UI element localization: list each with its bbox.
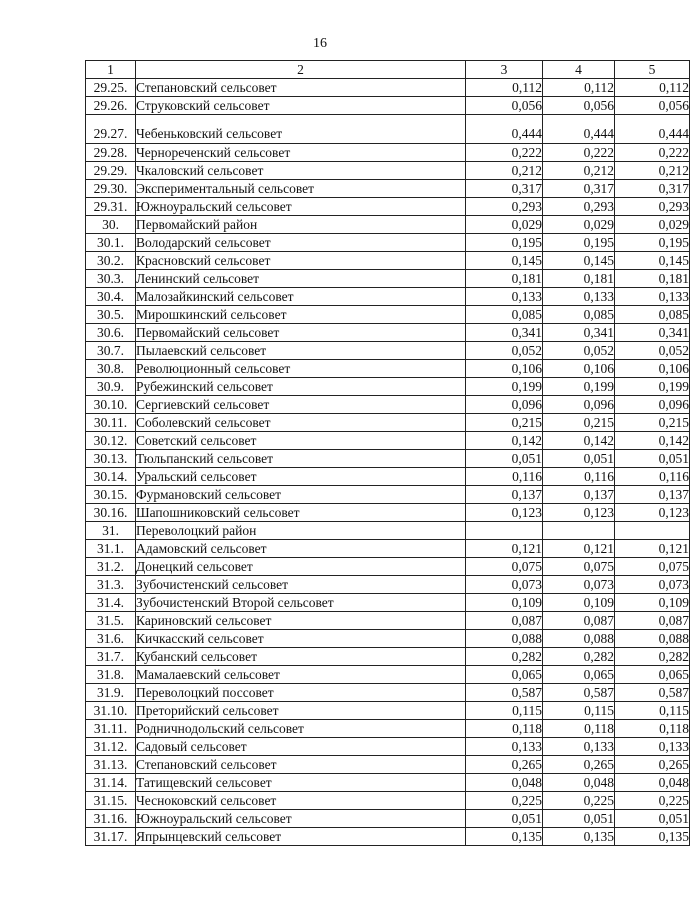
value-cell-col5: 0,052 xyxy=(615,342,690,360)
row-number-cell: 31.2. xyxy=(86,558,136,576)
table-row xyxy=(86,180,690,198)
table-row xyxy=(86,216,690,234)
row-number-cell: 30.3. xyxy=(86,270,136,288)
value-cell-col5: 0,135 xyxy=(615,828,690,846)
row-number-cell: 29.31. xyxy=(86,198,136,216)
value-cell-col5: 0,181 xyxy=(615,270,690,288)
value-cell-col5: 0,048 xyxy=(615,774,690,792)
table-row xyxy=(86,162,690,180)
value-cell-col4: 0,121 xyxy=(543,540,615,558)
value-cell-col3: 0,075 xyxy=(466,558,543,576)
value-cell-col4: 0,293 xyxy=(543,198,615,216)
row-name-cell: Япрынцевский сельсовет xyxy=(136,828,466,846)
value-cell-col4: 0,051 xyxy=(543,450,615,468)
value-cell-col4: 0,029 xyxy=(543,216,615,234)
value-cell-col5: 0,118 xyxy=(615,720,690,738)
table-row xyxy=(86,324,690,342)
table-row xyxy=(86,576,690,594)
row-name-cell: Красновский сельсовет xyxy=(136,252,466,270)
row-name-cell: Соболевский сельсовет xyxy=(136,414,466,432)
row-number-cell: 29.27. xyxy=(86,115,136,144)
value-cell-col3: 0,121 xyxy=(466,540,543,558)
table-row xyxy=(86,115,690,144)
row-number-cell: 31.10. xyxy=(86,702,136,720)
value-cell-col4: 0,115 xyxy=(543,702,615,720)
row-name-cell: Шапошниковский сельсовет xyxy=(136,504,466,522)
row-number-cell: 30.10. xyxy=(86,396,136,414)
row-name-cell: Кариновский сельсовет xyxy=(136,612,466,630)
value-cell-col3: 0,109 xyxy=(466,594,543,612)
value-cell-col4 xyxy=(543,522,615,540)
value-cell-col4: 0,118 xyxy=(543,720,615,738)
table-row xyxy=(86,594,690,612)
table-row xyxy=(86,396,690,414)
row-number-cell: 30.12. xyxy=(86,432,136,450)
table-row xyxy=(86,468,690,486)
value-cell-col4: 0,133 xyxy=(543,738,615,756)
row-name-cell: Первомайский сельсовет xyxy=(136,324,466,342)
value-cell-col3: 0,065 xyxy=(466,666,543,684)
table-row xyxy=(86,270,690,288)
value-cell-col3: 0,181 xyxy=(466,270,543,288)
value-cell-col4: 0,181 xyxy=(543,270,615,288)
value-cell-col5: 0,195 xyxy=(615,234,690,252)
value-cell-col4: 0,212 xyxy=(543,162,615,180)
value-cell-col5: 0,096 xyxy=(615,396,690,414)
page-number: 16 xyxy=(313,36,327,51)
row-name-cell: Кубанский сельсовет xyxy=(136,648,466,666)
row-name-cell: Уральский сельсовет xyxy=(136,468,466,486)
row-name-cell: Зубочистенский Второй сельсовет xyxy=(136,594,466,612)
data-table xyxy=(85,60,690,846)
row-number-cell: 30.16. xyxy=(86,504,136,522)
value-cell-col3 xyxy=(466,522,543,540)
row-number-cell: 30.13. xyxy=(86,450,136,468)
row-number-cell: 29.25. xyxy=(86,79,136,97)
table-row xyxy=(86,486,690,504)
value-cell-col3: 0,073 xyxy=(466,576,543,594)
value-cell-col4: 0,087 xyxy=(543,612,615,630)
table-row xyxy=(86,252,690,270)
row-number-cell: 29.26. xyxy=(86,97,136,115)
row-name-cell: Сергиевский сельсовет xyxy=(136,396,466,414)
value-cell-col5: 0,215 xyxy=(615,414,690,432)
value-cell-col5: 0,088 xyxy=(615,630,690,648)
value-cell-col4: 0,048 xyxy=(543,774,615,792)
row-name-cell: Володарский сельсовет xyxy=(136,234,466,252)
column-header: 5 xyxy=(615,61,690,79)
row-name-cell: Чесноковский сельсовет xyxy=(136,792,466,810)
row-name-cell: Родничнодольский сельсовет xyxy=(136,720,466,738)
row-name-cell: Степановский сельсовет xyxy=(136,756,466,774)
value-cell-col3: 0,587 xyxy=(466,684,543,702)
table-row xyxy=(86,666,690,684)
row-name-cell: Переволоцкий поссовет xyxy=(136,684,466,702)
table-row xyxy=(86,774,690,792)
value-cell-col5: 0,029 xyxy=(615,216,690,234)
value-cell-col3: 0,212 xyxy=(466,162,543,180)
value-cell-col5: 0,137 xyxy=(615,486,690,504)
row-number-cell: 31.13. xyxy=(86,756,136,774)
value-cell-col4: 0,109 xyxy=(543,594,615,612)
table-row xyxy=(86,720,690,738)
table-row xyxy=(86,612,690,630)
row-number-cell: 31.5. xyxy=(86,612,136,630)
row-name-cell: Степановский сельсовет xyxy=(136,79,466,97)
column-header: 2 xyxy=(136,61,466,79)
table-row xyxy=(86,828,690,846)
value-cell-col5: 0,123 xyxy=(615,504,690,522)
value-cell-col5: 0,121 xyxy=(615,540,690,558)
value-cell-col4: 0,282 xyxy=(543,648,615,666)
value-cell-col4: 0,145 xyxy=(543,252,615,270)
value-cell-col5: 0,133 xyxy=(615,738,690,756)
row-number-cell: 30.9. xyxy=(86,378,136,396)
value-cell-col4: 0,215 xyxy=(543,414,615,432)
row-number-cell: 31.7. xyxy=(86,648,136,666)
table-row xyxy=(86,684,690,702)
table-row xyxy=(86,702,690,720)
row-name-cell: Чкаловский сельсовет xyxy=(136,162,466,180)
row-name-cell: Струковский сельсовет xyxy=(136,97,466,115)
value-cell-col4: 0,225 xyxy=(543,792,615,810)
row-number-cell: 31.9. xyxy=(86,684,136,702)
value-cell-col5: 0,587 xyxy=(615,684,690,702)
table-row xyxy=(86,432,690,450)
value-cell-col5: 0,051 xyxy=(615,810,690,828)
row-name-cell: Фурмановский сельсовет xyxy=(136,486,466,504)
table-row xyxy=(86,648,690,666)
value-cell-col5: 0,056 xyxy=(615,97,690,115)
row-number-cell: 30.4. xyxy=(86,288,136,306)
table-row xyxy=(86,450,690,468)
value-cell-col5: 0,085 xyxy=(615,306,690,324)
row-number-cell: 31.14. xyxy=(86,774,136,792)
row-number-cell: 31. xyxy=(86,522,136,540)
value-cell-col4: 0,195 xyxy=(543,234,615,252)
value-cell-col3: 0,088 xyxy=(466,630,543,648)
row-number-cell: 29.29. xyxy=(86,162,136,180)
row-number-cell: 31.11. xyxy=(86,720,136,738)
row-name-cell: Кичкасский сельсовет xyxy=(136,630,466,648)
value-cell-col3: 0,112 xyxy=(466,79,543,97)
row-name-cell: Мамалаевский сельсовет xyxy=(136,666,466,684)
row-number-cell: 30.11. xyxy=(86,414,136,432)
column-header: 3 xyxy=(466,61,543,79)
value-cell-col3: 0,056 xyxy=(466,97,543,115)
value-cell-col4: 0,073 xyxy=(543,576,615,594)
row-number-cell: 31.12. xyxy=(86,738,136,756)
value-cell-col4: 0,052 xyxy=(543,342,615,360)
value-cell-col3: 0,051 xyxy=(466,450,543,468)
value-cell-col3: 0,085 xyxy=(466,306,543,324)
table-row xyxy=(86,144,690,162)
value-cell-col3: 0,116 xyxy=(466,468,543,486)
table-row xyxy=(86,306,690,324)
row-name-cell: Тюльпанский сельсовет xyxy=(136,450,466,468)
row-number-cell: 30.15. xyxy=(86,486,136,504)
row-name-cell: Советский сельсовет xyxy=(136,432,466,450)
value-cell-col3: 0,096 xyxy=(466,396,543,414)
row-number-cell: 29.30. xyxy=(86,180,136,198)
value-cell-col3: 0,087 xyxy=(466,612,543,630)
value-cell-col4: 0,444 xyxy=(543,115,615,144)
value-cell-col3: 0,317 xyxy=(466,180,543,198)
table-row xyxy=(86,360,690,378)
value-cell-col4: 0,096 xyxy=(543,396,615,414)
row-number-cell: 30.7. xyxy=(86,342,136,360)
value-cell-col3: 0,135 xyxy=(466,828,543,846)
row-name-cell: Малозайкинский сельсовет xyxy=(136,288,466,306)
row-name-cell: Ленинский сельсовет xyxy=(136,270,466,288)
table-row xyxy=(86,198,690,216)
value-cell-col3: 0,137 xyxy=(466,486,543,504)
row-name-cell: Чернореченский сельсовет xyxy=(136,144,466,162)
value-cell-col3: 0,106 xyxy=(466,360,543,378)
row-name-cell: Переволоцкий район xyxy=(136,522,466,540)
value-cell-col3: 0,115 xyxy=(466,702,543,720)
value-cell-col4: 0,106 xyxy=(543,360,615,378)
value-cell-col5: 0,317 xyxy=(615,180,690,198)
value-cell-col3: 0,051 xyxy=(466,810,543,828)
table-row xyxy=(86,522,690,540)
value-cell-col5: 0,133 xyxy=(615,288,690,306)
value-cell-col3: 0,282 xyxy=(466,648,543,666)
value-cell-col5: 0,199 xyxy=(615,378,690,396)
row-number-cell: 31.17. xyxy=(86,828,136,846)
value-cell-col5: 0,115 xyxy=(615,702,690,720)
value-cell-col5: 0,142 xyxy=(615,432,690,450)
table-row xyxy=(86,756,690,774)
table-row xyxy=(86,558,690,576)
row-number-cell: 30. xyxy=(86,216,136,234)
value-cell-col5: 0,212 xyxy=(615,162,690,180)
value-cell-col3: 0,123 xyxy=(466,504,543,522)
row-number-cell: 31.3. xyxy=(86,576,136,594)
value-cell-col5: 0,112 xyxy=(615,79,690,97)
row-name-cell: Первомайский район xyxy=(136,216,466,234)
table-row xyxy=(86,342,690,360)
row-number-cell: 31.16. xyxy=(86,810,136,828)
row-number-cell: 31.8. xyxy=(86,666,136,684)
row-number-cell: 31.15. xyxy=(86,792,136,810)
value-cell-col5: 0,222 xyxy=(615,144,690,162)
value-cell-col5 xyxy=(615,522,690,540)
row-name-cell: Адамовский сельсовет xyxy=(136,540,466,558)
row-number-cell: 30.2. xyxy=(86,252,136,270)
value-cell-col3: 0,293 xyxy=(466,198,543,216)
value-cell-col5: 0,065 xyxy=(615,666,690,684)
table-row xyxy=(86,97,690,115)
value-cell-col3: 0,265 xyxy=(466,756,543,774)
value-cell-col3: 0,199 xyxy=(466,378,543,396)
row-number-cell: 31.6. xyxy=(86,630,136,648)
value-cell-col4: 0,112 xyxy=(543,79,615,97)
value-cell-col3: 0,048 xyxy=(466,774,543,792)
value-cell-col4: 0,265 xyxy=(543,756,615,774)
row-number-cell: 31.1. xyxy=(86,540,136,558)
row-name-cell: Зубочистенский сельсовет xyxy=(136,576,466,594)
value-cell-col4: 0,075 xyxy=(543,558,615,576)
value-cell-col3: 0,225 xyxy=(466,792,543,810)
value-cell-col3: 0,195 xyxy=(466,234,543,252)
value-cell-col4: 0,123 xyxy=(543,504,615,522)
row-number-cell: 29.28. xyxy=(86,144,136,162)
value-cell-col3: 0,444 xyxy=(466,115,543,144)
table-row xyxy=(86,540,690,558)
table-row xyxy=(86,288,690,306)
value-cell-col4: 0,065 xyxy=(543,666,615,684)
row-name-cell: Садовый сельсовет xyxy=(136,738,466,756)
table-row xyxy=(86,738,690,756)
value-cell-col4: 0,587 xyxy=(543,684,615,702)
row-name-cell: Татищевский сельсовет xyxy=(136,774,466,792)
value-cell-col5: 0,073 xyxy=(615,576,690,594)
value-cell-col3: 0,052 xyxy=(466,342,543,360)
value-cell-col5: 0,293 xyxy=(615,198,690,216)
row-name-cell: Революционный сельсовет xyxy=(136,360,466,378)
value-cell-col3: 0,118 xyxy=(466,720,543,738)
value-cell-col5: 0,051 xyxy=(615,450,690,468)
row-name-cell: Мирошкинский сельсовет xyxy=(136,306,466,324)
table-row xyxy=(86,79,690,97)
row-name-cell: Южноуральский сельсовет xyxy=(136,810,466,828)
value-cell-col4: 0,051 xyxy=(543,810,615,828)
value-cell-col5: 0,109 xyxy=(615,594,690,612)
row-name-cell: Преторийский сельсовет xyxy=(136,702,466,720)
value-cell-col3: 0,145 xyxy=(466,252,543,270)
row-name-cell: Пылаевский сельсовет xyxy=(136,342,466,360)
value-cell-col4: 0,142 xyxy=(543,432,615,450)
row-name-cell: Экспериментальный сельсовет xyxy=(136,180,466,198)
table-row xyxy=(86,810,690,828)
value-cell-col3: 0,215 xyxy=(466,414,543,432)
value-cell-col5: 0,225 xyxy=(615,792,690,810)
row-name-cell: Южноуральский сельсовет xyxy=(136,198,466,216)
value-cell-col3: 0,029 xyxy=(466,216,543,234)
value-cell-col4: 0,056 xyxy=(543,97,615,115)
table-header-row xyxy=(86,61,690,79)
value-cell-col4: 0,116 xyxy=(543,468,615,486)
value-cell-col4: 0,317 xyxy=(543,180,615,198)
row-number-cell: 30.5. xyxy=(86,306,136,324)
value-cell-col4: 0,088 xyxy=(543,630,615,648)
row-name-cell: Чебеньковский сельсовет xyxy=(136,115,466,144)
value-cell-col5: 0,282 xyxy=(615,648,690,666)
value-cell-col3: 0,142 xyxy=(466,432,543,450)
value-cell-col4: 0,137 xyxy=(543,486,615,504)
row-number-cell: 30.14. xyxy=(86,468,136,486)
table-row xyxy=(86,414,690,432)
row-number-cell: 30.1. xyxy=(86,234,136,252)
value-cell-col5: 0,145 xyxy=(615,252,690,270)
column-header: 4 xyxy=(543,61,615,79)
value-cell-col5: 0,106 xyxy=(615,360,690,378)
value-cell-col4: 0,085 xyxy=(543,306,615,324)
table-row xyxy=(86,630,690,648)
table-row xyxy=(86,378,690,396)
value-cell-col5: 0,265 xyxy=(615,756,690,774)
value-cell-col4: 0,133 xyxy=(543,288,615,306)
value-cell-col3: 0,133 xyxy=(466,288,543,306)
table-body xyxy=(86,79,690,846)
value-cell-col3: 0,133 xyxy=(466,738,543,756)
row-number-cell: 30.8. xyxy=(86,360,136,378)
value-cell-col5: 0,087 xyxy=(615,612,690,630)
value-cell-col5: 0,341 xyxy=(615,324,690,342)
value-cell-col3: 0,341 xyxy=(466,324,543,342)
row-name-cell: Рубежинский сельсовет xyxy=(136,378,466,396)
table-row xyxy=(86,234,690,252)
value-cell-col5: 0,116 xyxy=(615,468,690,486)
row-number-cell: 31.4. xyxy=(86,594,136,612)
table-row xyxy=(86,504,690,522)
value-cell-col5: 0,444 xyxy=(615,115,690,144)
table-row xyxy=(86,792,690,810)
column-header: 1 xyxy=(86,61,136,79)
value-cell-col4: 0,199 xyxy=(543,378,615,396)
value-cell-col4: 0,222 xyxy=(543,144,615,162)
value-cell-col4: 0,341 xyxy=(543,324,615,342)
value-cell-col3: 0,222 xyxy=(466,144,543,162)
row-name-cell: Донецкий сельсовет xyxy=(136,558,466,576)
row-number-cell: 30.6. xyxy=(86,324,136,342)
value-cell-col4: 0,135 xyxy=(543,828,615,846)
value-cell-col5: 0,075 xyxy=(615,558,690,576)
